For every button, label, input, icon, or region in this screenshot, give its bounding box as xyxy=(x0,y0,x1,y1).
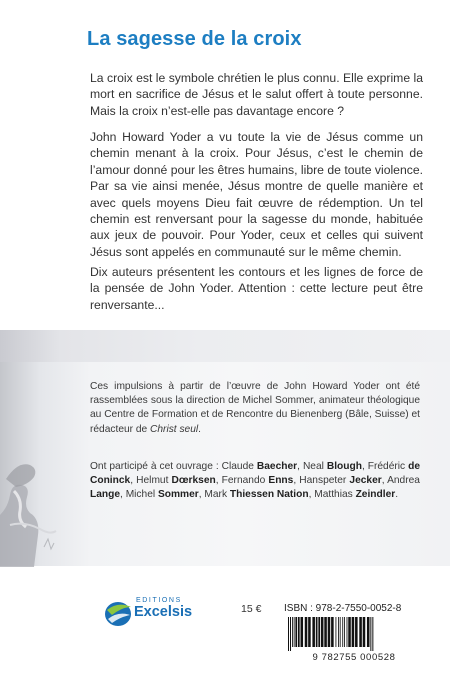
barcode-bar xyxy=(312,617,315,647)
book-title: La sagesse de la croix xyxy=(87,28,302,50)
editor-note-text: Ces impulsions à partir de l’œuvre de John Howard Yoder ont été rassemblées sous la direction de Michel Sommer, animateur théologique au Centre de Formation et de Rencontre du Bienenberg (Bâle, Suisse) et rédacteur de xyxy=(90,381,420,435)
contributors-list: Ont participé à cet ouvrage : Claude Baecher, Neal Blough, Frédéric de Coninck, Helmut Dœrksen, Fernando Enns, Hanspeter Jecker, Andrea Lange, Michel Sommer, Mark Thiessen Nation, Matthias Zeindler. xyxy=(90,461,420,501)
barcode-bar xyxy=(347,617,348,647)
contributor: Michel Sommer xyxy=(125,489,199,501)
barcode-bar xyxy=(340,617,341,647)
barcode-bar xyxy=(355,617,358,647)
journal-title: Christ seul xyxy=(150,423,199,435)
barcode-bar xyxy=(370,617,371,651)
contributors-intro: Ont participé à cet ouvrage : xyxy=(90,461,222,472)
barcode-bar xyxy=(321,617,324,647)
contributor: Claude Baecher xyxy=(221,461,298,472)
barcode-bar xyxy=(324,617,327,647)
barcode-bar xyxy=(318,617,320,647)
info-panel-top-band xyxy=(0,330,450,362)
contributor: Helmut Dœrksen xyxy=(136,475,216,487)
barcode-bar xyxy=(344,617,345,647)
cross-sculpture-illustration xyxy=(0,455,60,567)
info-panel xyxy=(0,330,450,566)
editor-note-end: . xyxy=(198,423,201,435)
barcode-bar xyxy=(288,617,289,651)
publisher-name: Excelsis xyxy=(134,604,193,620)
barcode-bar xyxy=(305,617,308,647)
barcode-bar xyxy=(292,617,293,647)
isbn: ISBN : 978-2-7550-0052-8 xyxy=(284,603,402,614)
barcode-bar xyxy=(290,617,291,651)
contributor: Fernando Enns xyxy=(221,475,294,487)
barcode-bar xyxy=(359,617,362,647)
barcode-bar xyxy=(342,617,343,647)
contributor: Frédéric de Coninck xyxy=(90,461,420,487)
barcode-digits: 9 782755 000528 xyxy=(312,652,396,663)
barcode-bar xyxy=(301,617,304,647)
barcode-bar xyxy=(298,617,300,647)
barcode-bar xyxy=(331,617,334,647)
publisher-small-label: EDITIONS xyxy=(136,597,182,604)
contributor: Mark Thiessen Nation xyxy=(204,489,309,501)
contributor: Andrea Lange xyxy=(90,475,420,501)
barcode-bar xyxy=(295,617,297,647)
price: 15 € xyxy=(241,603,262,615)
barcode-bar xyxy=(338,617,339,647)
barcode-bar xyxy=(328,617,331,647)
editor-note xyxy=(90,380,420,437)
barcode xyxy=(284,617,424,651)
intro-paragraph: La croix est le symbole chrétien le plus connu. Elle exprime la mort en sacrifice de Jésus et le salut offert à toute personne. Mais la croix n’est-elle pas davantage encore ? xyxy=(90,71,423,118)
barcode-bar xyxy=(348,617,351,647)
authors-paragraph: Dix auteurs présentent les contours et les lignes de force de la pensée de John Yoder. Attention : cette lecture peut être renversante... xyxy=(90,265,423,312)
barcode-bar xyxy=(367,617,370,647)
publisher-globe-icon xyxy=(104,597,134,629)
contributor: Neal Blough xyxy=(302,461,362,472)
barcode-bar xyxy=(352,617,355,647)
barcode-bar xyxy=(316,617,318,647)
barcode-bar xyxy=(363,617,366,647)
yoder-paragraph: John Howard Yoder a vu toute la vie de Jésus comme un chemin menant à la croix. Pour Jésus, c’est le chemin de l’amour donné pour les êtres humains, libre de toute violence. Par sa vie ainsi menée, Jésus montre de quelle manière et avec quels moyens Dieu fait œuvre de rédemption. Un tel chemin est renversant pour la sagesse du monde, habituée aux jeux de pouvoir. Pour Yoder, ceux et celles qui suivent Jésus sont appelés en communauté sur le même chemin. xyxy=(90,130,423,259)
barcode-bar xyxy=(294,617,295,647)
contributor: Hanspeter Jecker xyxy=(299,475,382,487)
barcode-bar xyxy=(336,617,337,647)
barcode-bar xyxy=(308,617,311,647)
publisher-logo xyxy=(104,595,214,635)
barcode-bar xyxy=(372,617,373,651)
contributor: Matthias Zeindler xyxy=(314,489,396,501)
